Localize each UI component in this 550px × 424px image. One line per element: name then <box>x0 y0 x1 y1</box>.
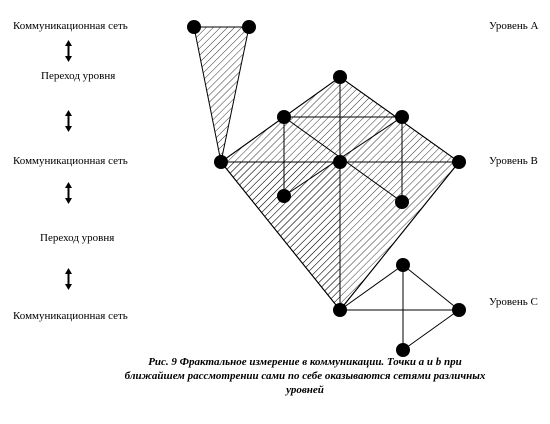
node-a-left <box>187 20 201 34</box>
network-label-middle: Коммуникационная сеть <box>13 155 128 167</box>
caption-line-2: ближайшем рассмотрении сами по себе оказываются сетями различных <box>124 370 486 382</box>
node-b-lower-left <box>277 189 291 203</box>
caption-line-3: уровней <box>286 384 324 396</box>
double-arrow-icon-2 <box>65 110 72 132</box>
node-b-right <box>452 155 466 169</box>
node-a-right <box>242 20 256 34</box>
node-b-upper-left <box>277 110 291 124</box>
node-b-upper-right <box>395 110 409 124</box>
node-b-top <box>333 70 347 84</box>
node-b-bottom <box>333 303 347 317</box>
hatched-zoom-region-a <box>194 27 249 162</box>
figure-caption <box>110 355 500 397</box>
level-transition-label-1: Переход уровня <box>41 70 116 82</box>
level-c-label: Уровень С <box>489 296 538 308</box>
level-transition-label-2: Переход уровня <box>40 232 115 244</box>
node-b-center <box>333 155 347 169</box>
network-label-top: Коммуникационная сеть <box>13 20 128 32</box>
node-b-lower-right <box>395 195 409 209</box>
network-label-bottom: Коммуникационная сеть <box>13 310 128 322</box>
node-c-right <box>452 303 466 317</box>
double-arrow-icon-1 <box>65 40 72 62</box>
level-b-label: Уровень В <box>489 155 538 167</box>
double-arrow-icon-4 <box>65 268 72 290</box>
node-b-left <box>214 155 228 169</box>
node-c-top <box>396 258 410 272</box>
caption-line-1: Рис. 9 Фрактальное измерение в коммуникации. Точки a и b при <box>148 356 462 368</box>
level-a-label: Уровень А <box>489 20 539 32</box>
double-arrow-icon-3 <box>65 182 72 204</box>
